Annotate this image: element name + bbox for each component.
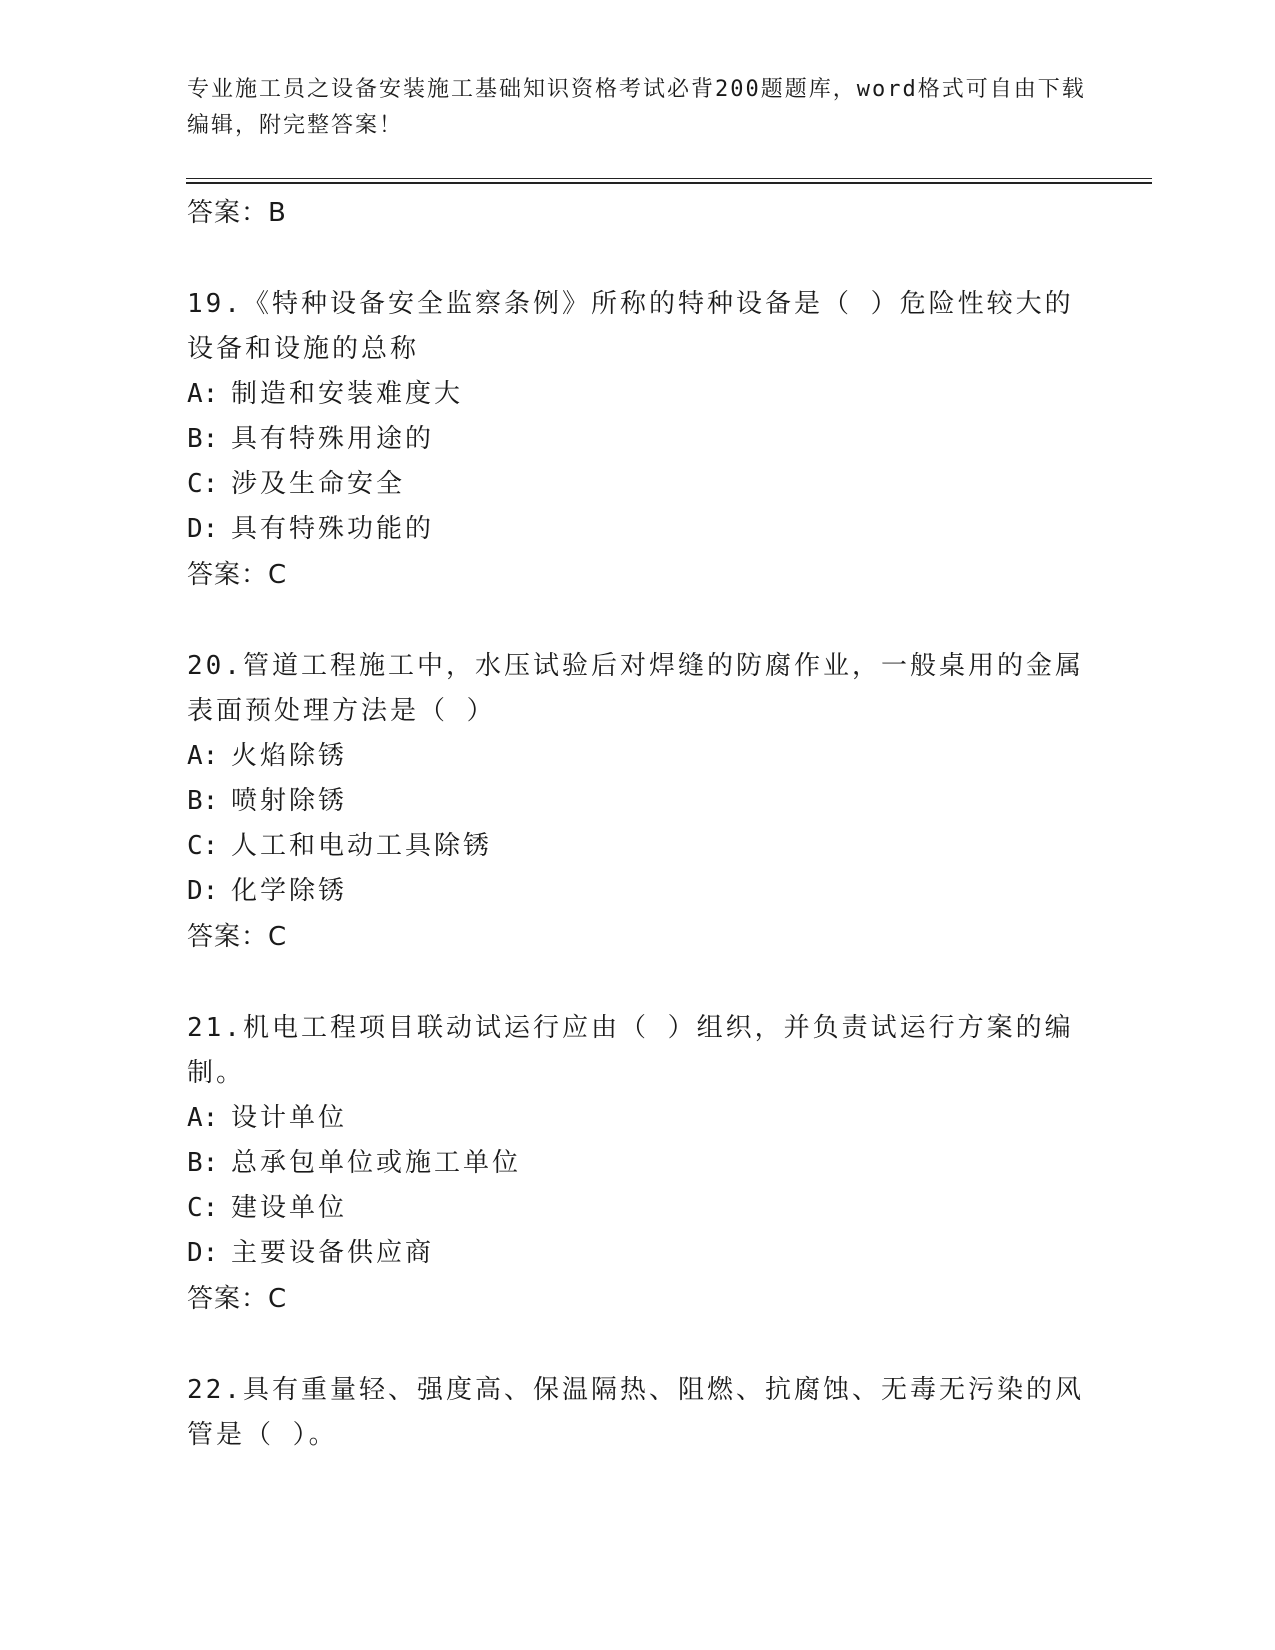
question-stem: 22.具有重量轻、强度高、保温隔热、阻燃、抗腐蚀、无毒无污染的风管是（ ）。 [187, 1375, 1084, 1450]
option-text: 建设单位 [231, 1193, 348, 1223]
option-b [187, 779, 1087, 824]
document-header: 专业施工员之设备安装施工基础知识资格考试必背200题题库，word格式可自由下载编辑，附完整答案！ [187, 77, 1086, 138]
option-text: 具有特殊用途的 [231, 424, 435, 454]
question-20 [187, 644, 1087, 960]
header-divider-thin [186, 178, 1152, 179]
question-stem: 20.管道工程施工中，水压试验后对焊缝的防腐作业，一般桌用的金属表面预处理方法是（ ） [187, 651, 1084, 726]
option-text: 主要设备供应商 [231, 1238, 435, 1268]
option-d [187, 1231, 1087, 1276]
option-letter: D: [187, 514, 219, 544]
option-text: 设计单位 [231, 1103, 348, 1133]
option-letter: A: [187, 1103, 219, 1133]
question-answer: 答案：C [187, 1284, 288, 1314]
previous-answer: 答案：B [187, 198, 287, 228]
option-c [187, 462, 1087, 507]
option-a [187, 372, 1087, 417]
question-22 [187, 1368, 1087, 1458]
document-body [187, 190, 1087, 1458]
option-c [187, 824, 1087, 869]
option-b [187, 1141, 1087, 1186]
option-b [187, 417, 1087, 462]
question-stem: 19.《特种设备安全监察条例》所称的特种设备是（ ）危险性较大的设备和设施的总称 [187, 289, 1074, 364]
option-c [187, 1186, 1087, 1231]
option-letter: A: [187, 741, 219, 771]
option-text: 涉及生命安全 [231, 469, 406, 499]
option-text: 喷射除锈 [231, 786, 348, 816]
option-letter: D: [187, 876, 219, 906]
option-text: 火焰除锈 [231, 741, 348, 771]
question-19 [187, 282, 1087, 598]
option-letter: D: [187, 1238, 219, 1268]
option-text: 化学除锈 [231, 876, 348, 906]
option-letter: B: [187, 424, 219, 454]
question-stem: 21.机电工程项目联动试运行应由（ ）组织，并负责试运行方案的编制。 [187, 1013, 1074, 1088]
option-letter: A: [187, 379, 219, 409]
question-answer: 答案：C [187, 560, 288, 590]
option-letter: B: [187, 786, 219, 816]
question-answer: 答案：C [187, 922, 288, 952]
option-text: 具有特殊功能的 [231, 514, 435, 544]
option-letter: C: [187, 831, 219, 861]
option-letter: C: [187, 469, 219, 499]
option-text: 总承包单位或施工单位 [231, 1148, 522, 1178]
option-a [187, 734, 1087, 779]
option-a [187, 1096, 1087, 1141]
option-text: 制造和安装难度大 [231, 379, 464, 409]
option-letter: B: [187, 1148, 219, 1178]
option-text: 人工和电动工具除锈 [231, 831, 493, 861]
option-d [187, 869, 1087, 914]
question-21 [187, 1006, 1087, 1322]
option-d [187, 507, 1087, 552]
option-letter: C: [187, 1193, 219, 1223]
header-divider-thick [186, 182, 1152, 184]
